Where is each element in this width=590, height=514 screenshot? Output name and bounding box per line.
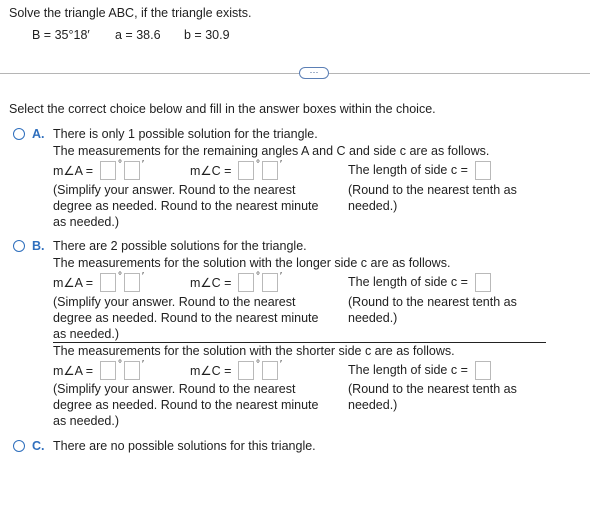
choice-b1-angle-c-label: m∠C =: [190, 276, 232, 290]
choice-b2-side-hint: needed.): [348, 398, 398, 412]
choice-b-title: There are 2 possible solutions for the triangle.: [53, 239, 307, 253]
minute-symbol: ′: [142, 159, 144, 170]
choice-a-title: There is only 1 possible solution for the triangle.: [53, 127, 318, 141]
choice-b1-angle-a-degrees-input[interactable]: [100, 273, 116, 292]
choice-b-shorter-description: The measurements for the solution with the shorter side c are as follows.: [53, 344, 455, 358]
choice-b2-angle-c-minutes-input[interactable]: [262, 361, 278, 380]
choice-a-side-c-label: The length of side c =: [348, 163, 468, 177]
choice-c-letter: C.: [32, 439, 45, 453]
degree-symbol: °: [118, 359, 122, 370]
minute-symbol: ′: [142, 359, 144, 370]
choice-b1-angle-hint: degree as needed. Round to the nearest minute: [53, 311, 319, 325]
choice-b2-side-hint: (Round to the nearest tenth as: [348, 382, 517, 396]
choice-a-angle-c-degrees-input[interactable]: [238, 161, 254, 180]
choice-a-letter: A.: [32, 127, 45, 141]
choice-b1-angle-hint: as needed.): [53, 327, 120, 341]
choice-a-angle-a-degrees-input[interactable]: [100, 161, 116, 180]
choice-b2-angle-c-degrees-input[interactable]: [238, 361, 254, 380]
choice-a-angle-hint: degree as needed. Round to the nearest minute: [53, 199, 319, 213]
more-button[interactable]: ···: [299, 67, 329, 79]
problem-prompt: Solve the triangle ABC, if the triangle exists.: [9, 6, 252, 20]
choice-b-radio[interactable]: [13, 240, 25, 252]
choice-b1-angle-a-label: m∠A =: [53, 276, 94, 290]
choice-a-side-hint: (Round to the nearest tenth as: [348, 183, 517, 197]
choice-a-angle-c-minutes-input[interactable]: [262, 161, 278, 180]
choice-b1-side-c-input[interactable]: [475, 273, 491, 292]
choice-c-title: There are no possible solutions for this triangle.: [53, 439, 316, 453]
minute-symbol: ′: [142, 271, 144, 282]
choice-b2-angle-hint: degree as needed. Round to the nearest minute: [53, 398, 319, 412]
degree-symbol: °: [256, 159, 260, 170]
choice-b1-angle-a-minutes-input[interactable]: [124, 273, 140, 292]
choice-b2-angle-hint: (Simplify your answer. Round to the nearest: [53, 382, 296, 396]
divider: [0, 73, 590, 74]
solution-separator: [53, 342, 546, 343]
choice-b2-angle-a-label: m∠A =: [53, 364, 94, 378]
choice-b1-side-hint: needed.): [348, 311, 398, 325]
degree-symbol: °: [118, 159, 122, 170]
choice-b2-side-c-input[interactable]: [475, 361, 491, 380]
choice-b1-side-c-label: The length of side c =: [348, 275, 468, 289]
choice-a-angle-hint: as needed.): [53, 215, 120, 229]
minute-symbol: ′: [280, 359, 282, 370]
given-angle-b: B = 35°18′: [32, 28, 90, 42]
choice-a-description: The measurements for the remaining angles A and C and side c are as follows.: [53, 144, 490, 158]
choice-b1-side-hint: (Round to the nearest tenth as: [348, 295, 517, 309]
minute-symbol: ′: [280, 271, 282, 282]
choice-a-radio[interactable]: [13, 128, 25, 140]
choice-b2-side-c-label: The length of side c =: [348, 363, 468, 377]
degree-symbol: °: [256, 359, 260, 370]
degree-symbol: °: [118, 271, 122, 282]
choice-b1-angle-hint: (Simplify your answer. Round to the nearest: [53, 295, 296, 309]
choice-a-angle-hint: (Simplify your answer. Round to the nearest: [53, 183, 296, 197]
given-side-a: a = 38.6: [115, 28, 161, 42]
choice-a-angle-c-label: m∠C =: [190, 164, 232, 178]
choice-a-angle-a-label: m∠A =: [53, 164, 94, 178]
choice-b2-angle-a-degrees-input[interactable]: [100, 361, 116, 380]
given-side-b: b = 30.9: [184, 28, 230, 42]
choice-b1-angle-c-degrees-input[interactable]: [238, 273, 254, 292]
choice-a-side-hint: needed.): [348, 199, 398, 213]
degree-symbol: °: [256, 271, 260, 282]
minute-symbol: ′: [280, 159, 282, 170]
choice-b-longer-description: The measurements for the solution with the longer side c are as follows.: [53, 256, 451, 270]
choice-b-letter: B.: [32, 239, 45, 253]
choice-b2-angle-c-label: m∠C =: [190, 364, 232, 378]
instruction-text: Select the correct choice below and fill in the answer boxes within the choice.: [9, 102, 436, 116]
choice-b2-angle-a-minutes-input[interactable]: [124, 361, 140, 380]
choice-b2-angle-hint: as needed.): [53, 414, 120, 428]
choice-a-angle-a-minutes-input[interactable]: [124, 161, 140, 180]
choice-b1-angle-c-minutes-input[interactable]: [262, 273, 278, 292]
choice-a-side-c-input[interactable]: [475, 161, 491, 180]
choice-c-radio[interactable]: [13, 440, 25, 452]
